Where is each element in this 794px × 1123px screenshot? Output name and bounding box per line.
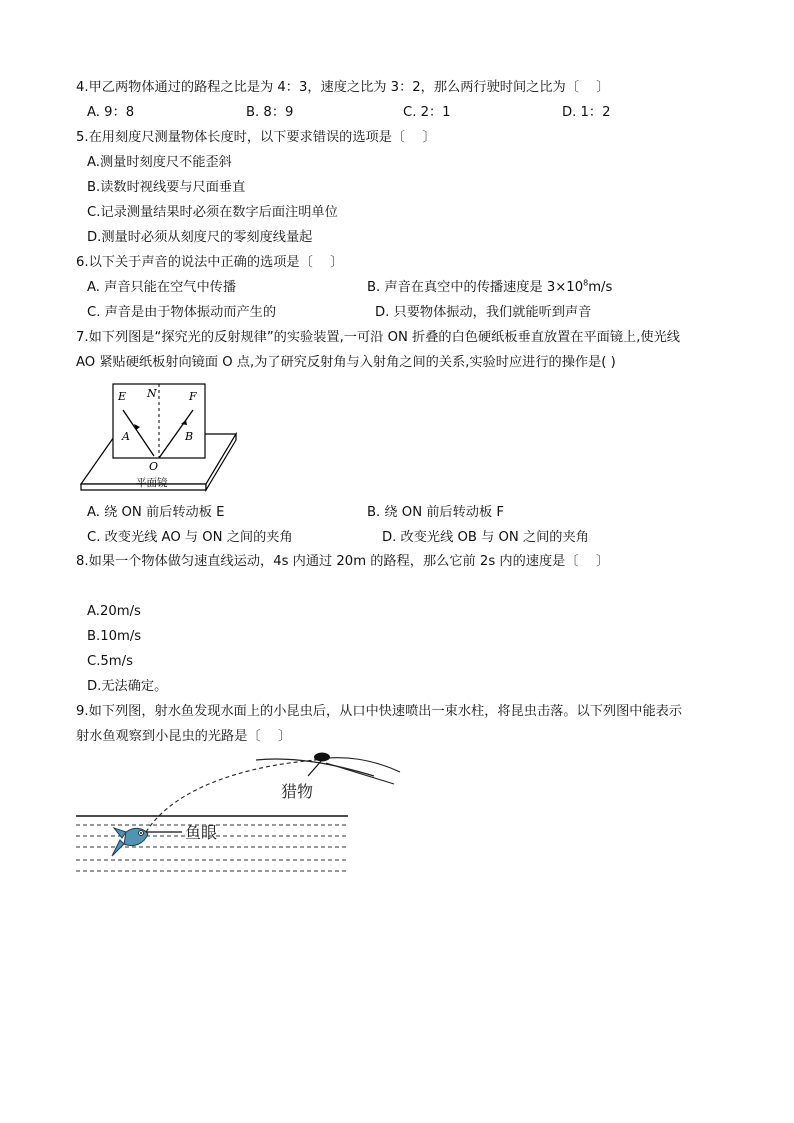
q5-option-a: A.测量时刻度尺不能歪斜: [87, 155, 232, 170]
q9-stem-line1: 9.如下列图，射水鱼发现水面上的小昆虫后，从口中快速喷出一束水柱，将昆虫击落。以下列图中能表示: [76, 704, 683, 719]
q8-option-a: A.20m/s: [87, 604, 141, 619]
q6-option-b-unit: m/s: [588, 280, 613, 295]
archerfish-figure: [74, 748, 404, 876]
q4-option-a: A. 9：8: [87, 105, 135, 120]
q9-stem-line2: 射水鱼观察到小昆虫的光路是〔 〕: [76, 729, 292, 744]
q6-option-b: [367, 279, 612, 297]
q7-option-b: B. 绕 ON 前后转动板 F: [367, 505, 504, 520]
q5-stem: 5.在用刻度尺测量物体长度时，以下要求错误的选项是〔 〕: [76, 130, 436, 145]
archerfish: [112, 828, 148, 856]
q6-option-d: D. 只要物体振动，我们就能听到声音: [375, 305, 592, 320]
q7-stem-line2: AO 紧贴硬纸板射向镜面 O 点,为了研究反射角与入射角之间的关系,实验时应进行的操作是( ): [76, 355, 616, 370]
q5-option-b: B.读数时视线要与尺面垂直: [87, 180, 246, 195]
reflection-apparatus-figure: [78, 380, 238, 492]
label-plane-mirror: 平面镜: [136, 477, 168, 489]
label-e: E: [118, 390, 127, 403]
q5-option-c: C.记录测量结果时必须在数字后面注明单位: [87, 205, 338, 220]
q8-stem: 8.如果一个物体做匀速直线运动，4s 内通过 20m 的路程，那么它前 2s 内的速度是〔 〕: [76, 554, 610, 569]
q7-option-c: C. 改变光线 AO 与 ON 之间的夹角: [87, 530, 293, 545]
q4-stem: 4.甲乙两物体通过的路程之比是为 4：3，速度之比为 3：2，那么两行驶时间之比为〔 〕: [76, 80, 610, 95]
q6-option-a: A. 声音只能在空气中传播: [87, 280, 237, 295]
label-fish-eye: 鱼眼: [185, 823, 218, 842]
label-n: N: [147, 387, 157, 400]
label-f: F: [189, 390, 197, 403]
label-o: O: [149, 460, 159, 473]
label-a: A: [122, 430, 130, 443]
q4-option-b: B. 8：9: [246, 105, 294, 120]
q6-stem: 6.以下关于声音的说法中正确的选项是〔 〕: [76, 255, 344, 270]
label-prey: 猎物: [281, 782, 314, 801]
q5-option-d: D.测量时必须从刻度尺的零刻度线量起: [87, 230, 313, 245]
q6-option-b-exponent: 8: [583, 278, 589, 288]
q8-option-d: D.无法确定。: [87, 679, 168, 694]
q4-option-c: C. 2：1: [403, 105, 451, 120]
q4-option-d: D. 1：2: [562, 105, 611, 120]
q8-option-b: B.10m/s: [87, 629, 142, 644]
q7-stem-line1: 7.如下列图是“探究光的反射规律”的实验装置,一可沿 ON 折叠的白色硬纸板垂直放置在平面镜上,使光线: [76, 330, 680, 345]
q7-option-a: A. 绕 ON 前后转动板 E: [87, 505, 225, 520]
label-b: B: [185, 430, 194, 443]
q7-option-d: D. 改变光线 OB 与 ON 之间的夹角: [382, 530, 589, 545]
q6-option-b-text: B. 声音在真空中的传播速度是 3×10: [367, 280, 584, 295]
q8-option-c: C.5m/s: [87, 654, 133, 669]
q6-option-c: C. 声音是由于物体振动而产生的: [87, 305, 277, 320]
